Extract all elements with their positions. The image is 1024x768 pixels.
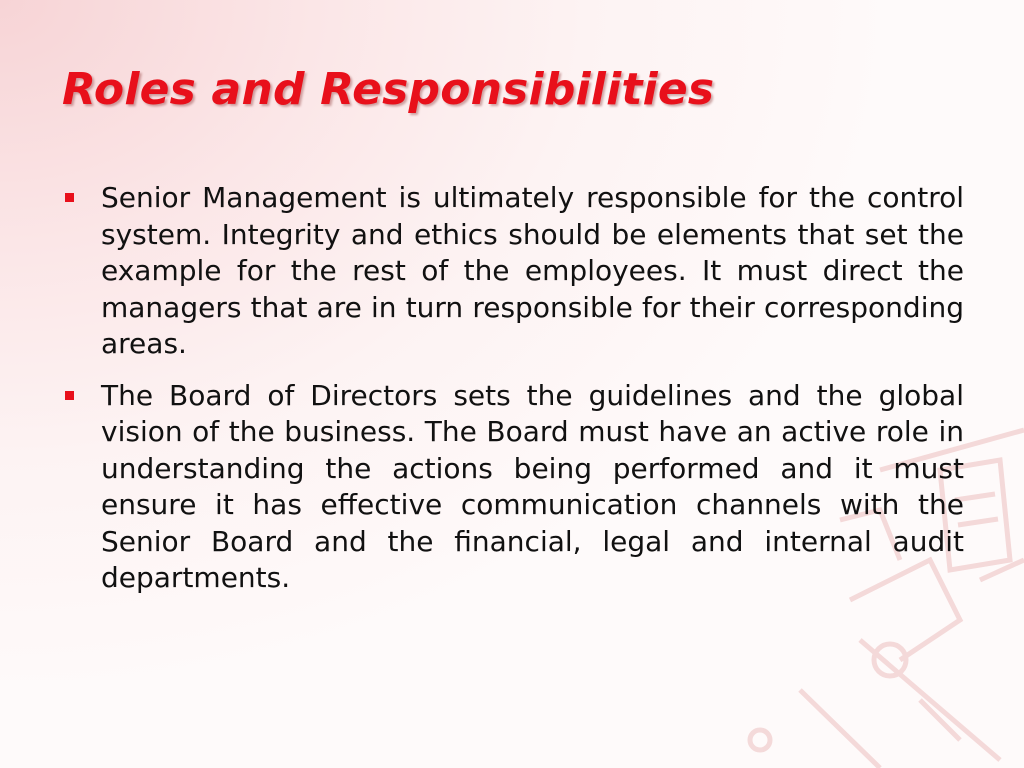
- bullet-item: [62, 180, 964, 363]
- slide-title: Roles and Responsibilities: [62, 64, 715, 115]
- square-bullet-icon: [65, 391, 74, 400]
- bullet-text: Senior Management is ultimately responsible for the control system. Integrity and ethics should be elements that set the example for the rest of the employees. It must direct the managers that are in turn responsible for their corresponding areas.: [101, 181, 964, 360]
- square-bullet-icon: [65, 193, 74, 202]
- bullet-list: [62, 180, 964, 612]
- bullet-item: [62, 378, 964, 597]
- bullet-text: The Board of Directors sets the guidelines and the global vision of the business. The Board must have an active role in understanding the actions being performed and it must ensure it has effective communication channels with the Senior Board and the financial, legal and internal audit departments.: [101, 378, 964, 594]
